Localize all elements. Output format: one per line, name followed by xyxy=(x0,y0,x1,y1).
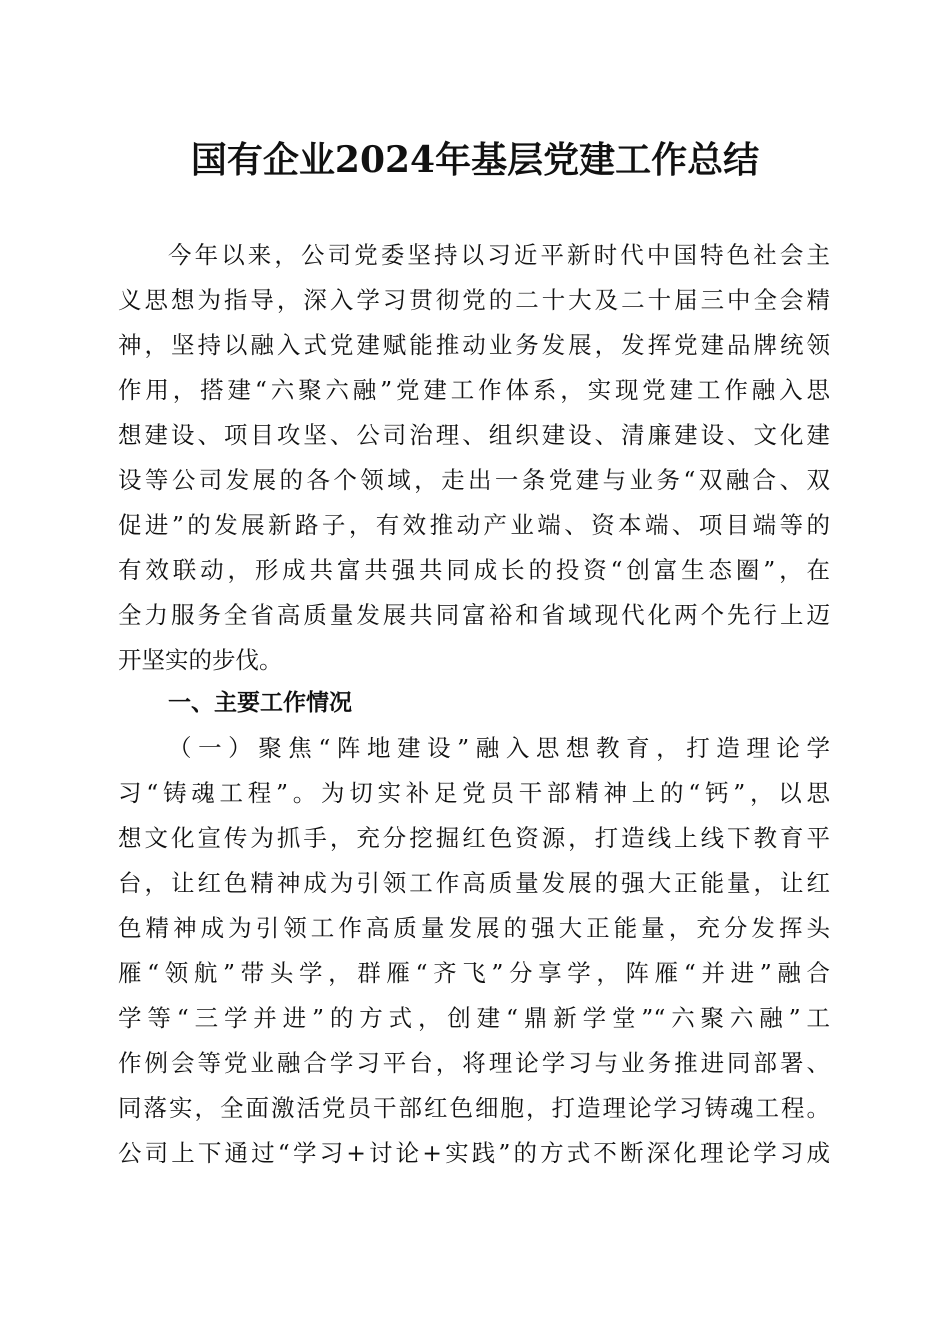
intro-line: 开坚实的步伐。 xyxy=(118,646,283,674)
section-line: 公司上下通过“学习+讨论+实践”的方式不断深化理论学习成 xyxy=(118,1139,830,1167)
intro-line: 作用，搭建“六聚六融”党建工作体系，实现党建工作融入思 xyxy=(118,376,830,404)
intro-line: 有效联动，形成共富共强共同成长的投资“创富生态圈”，在 xyxy=(118,556,830,584)
section-line: 习“铸魂工程”。为切实补足党员干部精神上的“钙”，以思 xyxy=(118,779,830,807)
section-line: 台，让红色精神成为引领工作高质量发展的强大正能量，让红 xyxy=(118,869,830,897)
section-line: 色精神成为引领工作高质量发展的强大正能量，充分发挥头 xyxy=(118,914,830,942)
section-line: 作例会等党业融合学习平台，将理论学习与业务推进同部署、 xyxy=(118,1049,830,1077)
section-line: 雁“领航”带头学，群雁“齐飞”分享学，阵雁“并进”融合 xyxy=(118,959,830,987)
section-line: 学等“三学并进”的方式，创建“鼎新学堂”“六聚六融”工 xyxy=(118,1004,830,1032)
section-line: 想文化宣传为抓手，充分挖掘红色资源，打造线上线下教育平 xyxy=(118,824,830,852)
intro-line: 想建设、项目攻坚、公司治理、组织建设、清廉建设、文化建 xyxy=(118,421,830,449)
intro-line: 神，坚持以融入式党建赋能推动业务发展，发挥党建品牌统领 xyxy=(118,331,830,359)
section-line: 同落实，全面激活党员干部红色细胞，打造理论学习铸魂工程。 xyxy=(118,1094,830,1122)
intro-line: 全力服务全省高质量发展共同富裕和省域现代化两个先行上迈 xyxy=(118,601,830,629)
intro-line: 促进”的发展新路子，有效推动产业端、资本端、项目端等的 xyxy=(118,511,830,539)
page-title: 国有企业2024年基层党建工作总结 xyxy=(190,139,760,181)
section-heading: 一、主要工作情况 xyxy=(168,690,352,716)
intro-line: 义思想为指导，深入学习贯彻党的二十大及二十届三中全会精 xyxy=(118,286,830,314)
intro-line: 设等公司发展的各个领域，走出一条党建与业务“双融合、双 xyxy=(118,466,830,494)
intro-line: 今年以来，公司党委坚持以习近平新时代中国特色社会主 xyxy=(168,241,830,269)
section-line: （一）聚焦“阵地建设”融入思想教育，打造理论学 xyxy=(168,734,830,762)
